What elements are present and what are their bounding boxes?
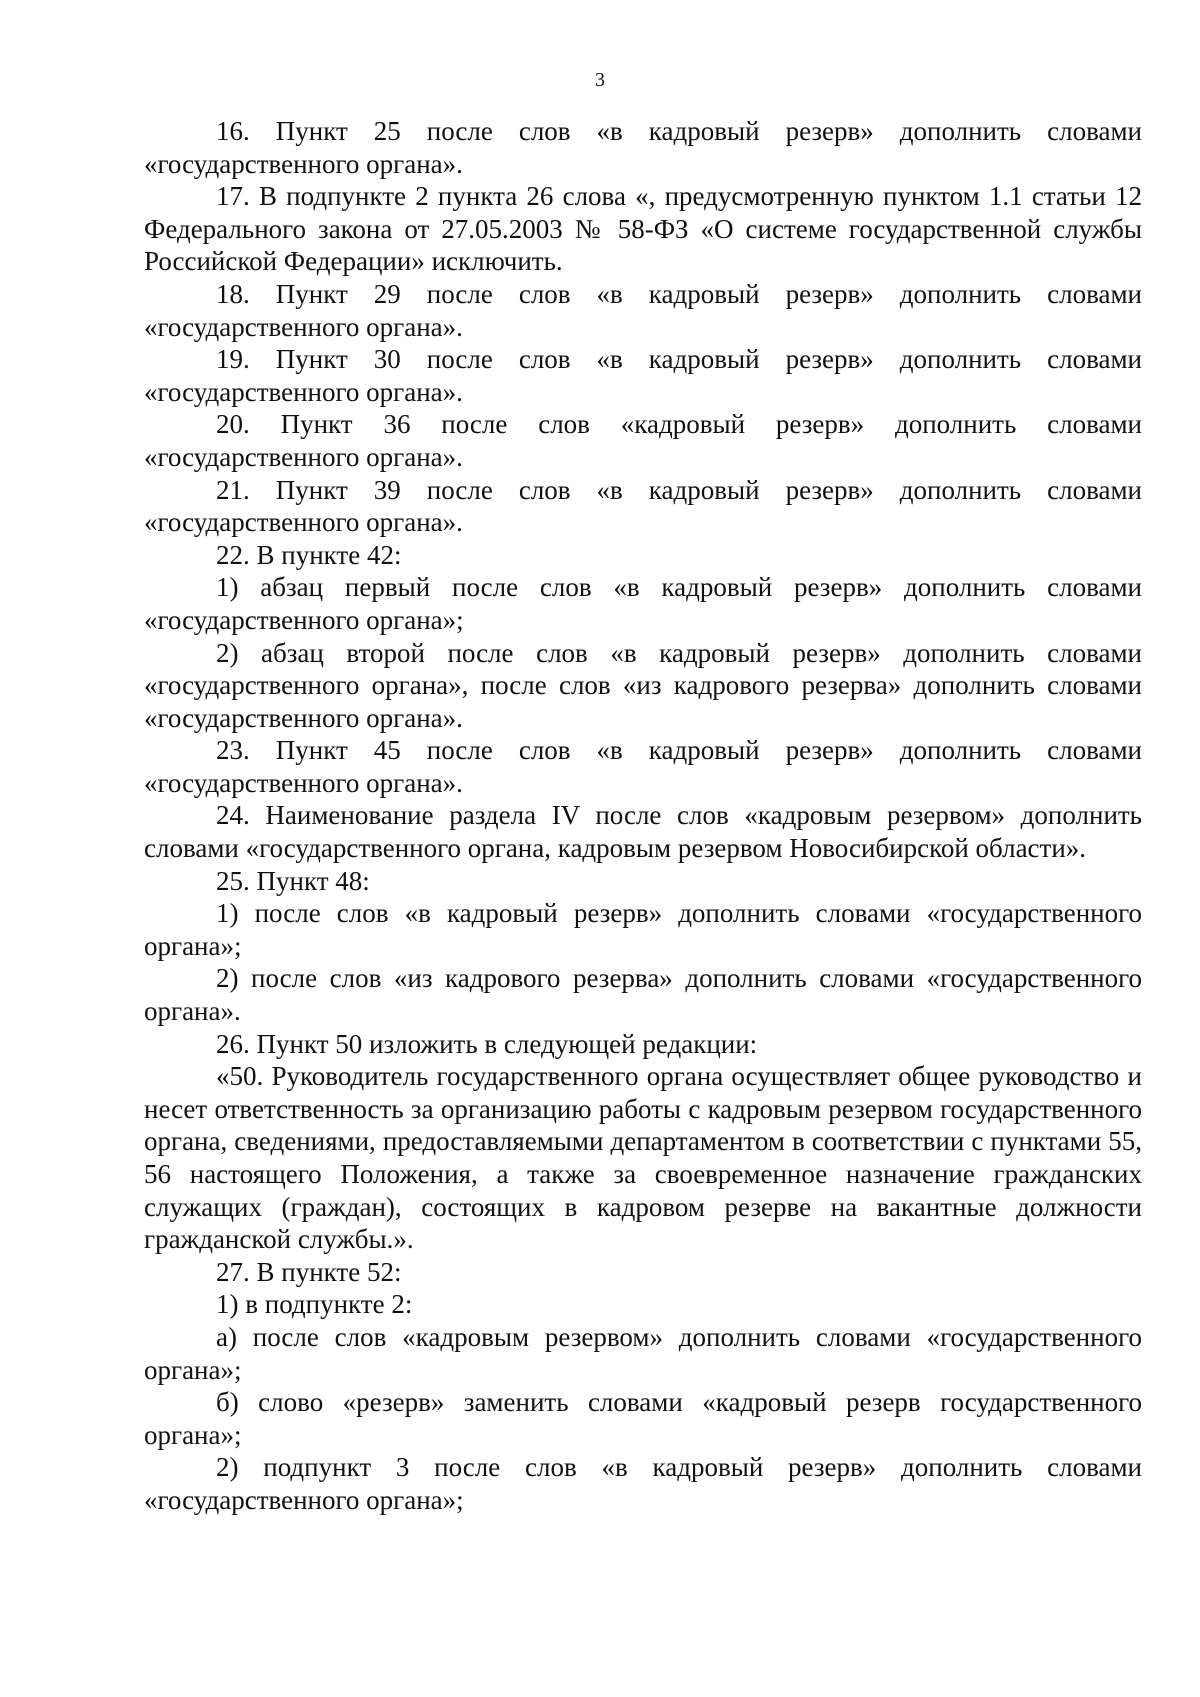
paragraph-item-24: 24. Наименование раздела IV после слов «кадровым резервом» дополнить словами «государственного органа, кадровым резервом Новосибирской области». [144,800,1142,864]
paragraph-item-27: 27. В пункте 52: [216,1256,402,1287]
subparagraph-27-1-a: а) после слов «кадровым резервом» дополнить словами «государственного органа»; [144,1321,1142,1385]
subparagraph-25-1: 1) после слов «в кадровый резерв» дополнить словами «государственного органа»; [144,898,1142,961]
paragraph-item-25: 25. Пункт 48: [216,865,370,896]
subparagraph-22-2: 2) абзац второй после слов «в кадровый резерв» дополнить словами «государственного органа», после слов «из кадрового резерва» дополнить словами «государственного органа». [144,637,1142,733]
quoted-item-50: «50. Руководитель государственного органа осуществляет общее руководство и несет ответственность за организацию работы с кадровым резервом государственного органа, сведениями, предоставляемыми департаментом в соответствии с пунктами 55, 56 настоящего Положения, а также за своевременное назначение гражданских служащих (граждан), состоящих в кадровом резерве на вакантные должности гражданской службы.». [144,1061,1142,1255]
paragraph-item-17: 17. В подпункте 2 пункта 26 слова «, предусмотренную пунктом 1.1 статьи 12 Федерального закона от 27.05.2003 № 58-ФЗ «О системе государственной службы Российской Федерации» исключить. [144,181,1142,277]
paragraph-item-22: 22. В пункте 42: [216,539,402,570]
paragraph-item-20: 20. Пункт 36 после слов «кадровый резерв» дополнить словами «государственного органа». [144,409,1142,472]
paragraph-item-16: 16. Пункт 25 после слов «в кадровый резерв» дополнить словами «государственного органа». [144,116,1142,179]
subparagraph-27-1: 1) в подпункте 2: [216,1289,413,1320]
paragraph-item-23: 23. Пункт 45 после слов «в кадровый резерв» дополнить словами «государственного органа». [144,735,1142,798]
paragraph-item-26: 26. Пункт 50 изложить в следующей редакции: [216,1028,758,1059]
subparagraph-27-1-b: б) слово «резерв» заменить словами «кадровый резерв государственного органа»; [144,1387,1142,1450]
paragraph-item-21: 21. Пункт 39 после слов «в кадровый резерв» дополнить словами «государственного органа». [144,474,1142,538]
page-number: 3 [595,69,605,91]
paragraph-item-19: 19. Пункт 30 после слов «в кадровый резерв» дополнить словами «государственного органа». [144,344,1142,407]
subparagraph-27-2: 2) подпункт 3 после слов «в кадровый резерв» дополнить словами «государственного органа»; [144,1452,1142,1515]
document-body [144,115,1142,1517]
paragraph-item-18: 18. Пункт 29 после слов «в кадровый резерв» дополнить словами «государственного органа». [144,278,1142,342]
subparagraph-25-2: 2) после слов «из кадрового резерва» дополнить словами «государственного органа». [144,963,1142,1027]
subparagraph-22-1: 1) абзац первый после слов «в кадровый резерв» дополнить словами «государственного органа»; [144,572,1142,635]
